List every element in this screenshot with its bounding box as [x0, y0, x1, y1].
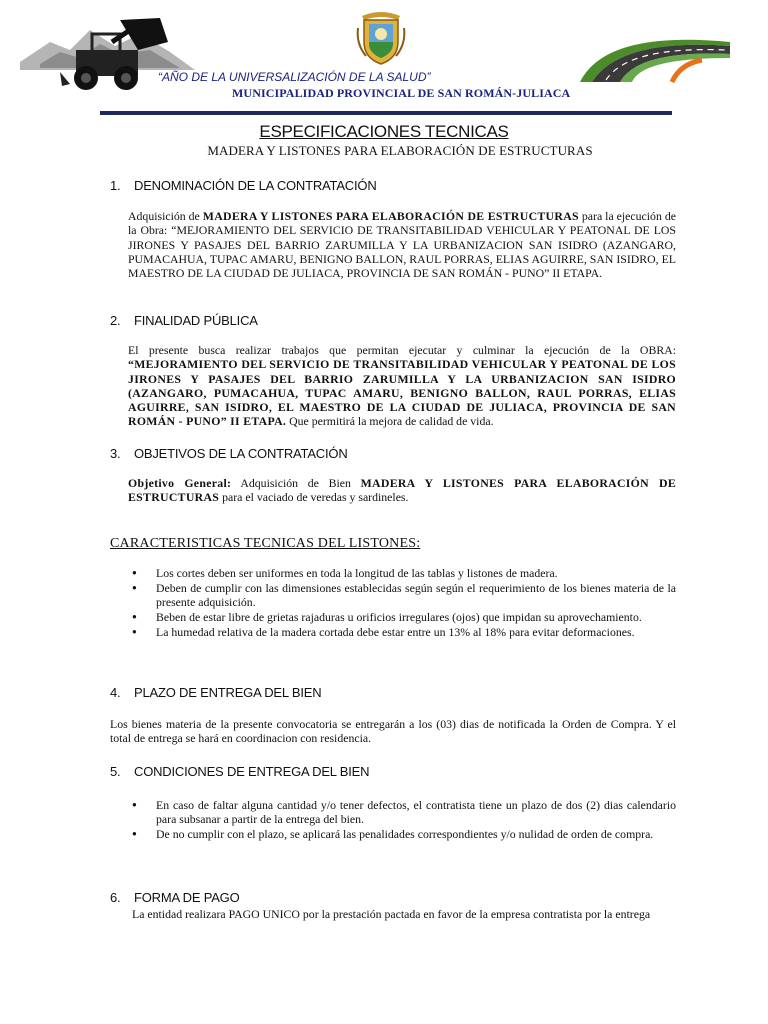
section-title: FORMA DE PAGO [134, 890, 240, 905]
list-item: ● Los cortes deben ser uniformes en toda la longitud de las tablas y listones de madera. [132, 566, 676, 580]
document-title: ESPECIFICACIONES TECNICAS [259, 122, 509, 141]
section-3-heading [110, 446, 348, 461]
text-run: Adquisición de [128, 209, 203, 223]
list-item: ● La humedad relativa de la madera cortada debe estar entre un 13% al 18% para evitar deformaciones. [132, 625, 676, 639]
bold-text-run: MADERA Y LISTONES PARA ELABORACIÓN DE ESTRUCTURAS [202, 209, 579, 223]
section-6-heading [110, 890, 240, 905]
section-1-paragraph [128, 209, 676, 280]
section-number: 5. [110, 764, 121, 779]
section-4-heading [110, 685, 321, 700]
municipal-coat-of-arms-logo [352, 8, 410, 66]
section-5-heading [110, 764, 369, 779]
bold-text-run: Objetivo General: [128, 476, 232, 490]
document-subtitle: MADERA Y LISTONES PARA ELABORACIÓN DE ESTRUCTURAS [207, 143, 593, 158]
text-run: para la ejecución de la Obra: “MEJORAMIENTO DEL SERVICIO DE TRANSITABILIDAD VEHICULAR Y PEATONAL DE LOS JIRONES Y PASAJES DEL BARRIO ZARUMILLA Y LA URBANIZACION SAN ISIDRO (AZANGARO, PUMACAHUA, TUPAC AMARU, BENIGNO BALLON, RAUL PORRAS, ELIAS AGUIRRE, SAN ISIDRO, EL MAESTRO DE LA CIUDAD DE JULIACA, PROVINCIA DE SAN ROMÁN - PUNO” II ETAPA. [128, 209, 676, 281]
list-item: ● En caso de faltar alguna cantidad y/o tener defectos, el contratista tiene un plazo de dos (2) dias calendario para subsanar a partir de la entrega del bien. [132, 798, 676, 826]
text-run: para el vaciado de veredas y sardineles. [219, 490, 409, 505]
delivery-conditions-list [132, 798, 676, 842]
section-1-heading [110, 178, 377, 193]
bold-text-run: MADERA Y LISTONES PARA ELABORACIÓN DE ESTRUCTURAS [128, 476, 676, 505]
section-6-paragraph [132, 907, 676, 921]
text-run: El presente busca realizar trabajos que permitan ejecutar y culminar la ejecución de la OBRA: [128, 343, 676, 357]
road-logo [576, 24, 734, 106]
list-item: ● De no cumplir con el plazo, se aplicará las penalidades correspondientes y/o nulidad de orden de compra. [132, 827, 676, 841]
text-run: Adquisición de Bien [231, 476, 361, 490]
section-title: FINALIDAD PÚBLICA [134, 313, 258, 328]
section-title: DENOMINACIÓN DE LA CONTRATACIÓN [134, 178, 377, 193]
section-3-paragraph [128, 476, 676, 505]
list-item: ● Beben de estar libre de grietas rajaduras u orificios irregulares (ojos) que impidan su aprovechamiento. [132, 610, 676, 624]
bold-text-run: “MEJORAMIENTO DEL SERVICIO DE TRANSITABILIDAD VEHICULAR Y PEATONAL DE LOS JIRONES Y PASAJES DEL BARRIO ZARUMILLA Y LA URBANIZACION SAN ISIDRO (AZANGARO, PUMACAHUA, TUPAC AMARU, BENIGNO BALLON, RAUL PORRAS, ELIAS AGUIRRE, SAN ISIDRO, EL MAESTRO DE LA CIUDAD DE JULIACA, PROVINCIA DE SAN ROMÁN - PUNO” II ETAPA. [128, 357, 676, 429]
text-run: La entidad realizara PAGO UNICO por la prestación pactada en favor de la empresa contratista por la entrega [132, 907, 651, 921]
section-4-paragraph: Los bienes materia de la presente convocatoria se entregarán a los (03) dias de notificada la Orden de Compra. Y el total de entrega se hará en coordinacion con residencia. [110, 717, 676, 746]
characteristics-list [132, 566, 676, 640]
section-number: 4. [110, 685, 121, 700]
section-2-paragraph [128, 343, 676, 429]
header-divider [100, 111, 672, 115]
text-run: Que permitirá la mejora de calidad de vida. [286, 414, 494, 429]
section-title: PLAZO DE ENTREGA DEL BIEN [134, 685, 322, 700]
section-number: 1. [110, 178, 121, 193]
characteristics-heading: CARACTERISTICAS TECNICAS DEL LISTONES: [110, 536, 421, 551]
section-number: 3. [110, 446, 121, 461]
section-number: 6. [110, 890, 121, 905]
list-item: ● Deben de cumplir con las dimensiones establecidas según según el requerimiento de los bienes materia de la presente adquisición. [132, 581, 676, 609]
section-title: CONDICIONES DE ENTREGA DEL BIEN [134, 764, 370, 779]
section-number: 2. [110, 313, 121, 328]
header-motto: “AÑO DE LA UNIVERSALIZACIÓN DE LA SALUD” [158, 70, 431, 84]
header-municipality-name: MUNICIPALIDAD PROVINCIAL DE SAN ROMÁN-JULIACA [232, 86, 571, 100]
section-title: OBJETIVOS DE LA CONTRATACIÓN [134, 446, 348, 461]
section-2-heading [110, 313, 258, 328]
